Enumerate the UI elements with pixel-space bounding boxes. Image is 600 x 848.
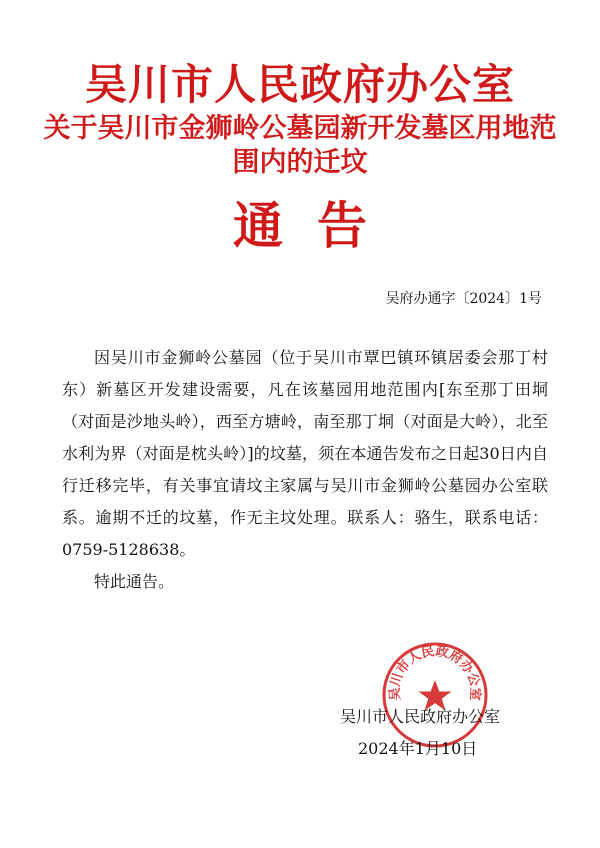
org-title: 吴川市人民政府办公室 — [84, 60, 515, 109]
signature-date: 2024年1月10日 — [358, 739, 478, 758]
signature-block — [340, 701, 540, 765]
body-paragraph: 因吴川市金狮岭公墓园（位于吴川市覃巴镇环镇居委会那丁村东）新墓区开发建设需要，凡在该墓园用地范围内[东至那丁田垌（对面是沙地头岭），西至方塘岭，南至那丁垌（对面是大岭），北至水利为界（对面是枕头岭）]的坟墓，须在本通告发布之日起30日内自行迁移完毕，有关事宜请坟主家属与吴川市金狮岭公墓园办公室联系。逾期不迁的坟墓，作无主坟处理。联系人：骆生，联系电话：0759-5128638。 — [62, 348, 548, 559]
svg-text:吴川市人民政府办公室: 吴川市人民政府办公室 — [387, 644, 483, 701]
notice-body — [62, 342, 548, 598]
notice-title: 通告 — [233, 197, 401, 255]
closing-paragraph: 特此通告。 — [94, 572, 175, 591]
notice-subtitle: 关于吴川市金狮岭公墓园新开发墓区用地范围内的迁坟 — [43, 113, 557, 178]
document-number: 吴府办通字〔2024〕1号 — [385, 291, 542, 307]
signature-org: 吴川市人民政府办公室 — [340, 707, 501, 726]
